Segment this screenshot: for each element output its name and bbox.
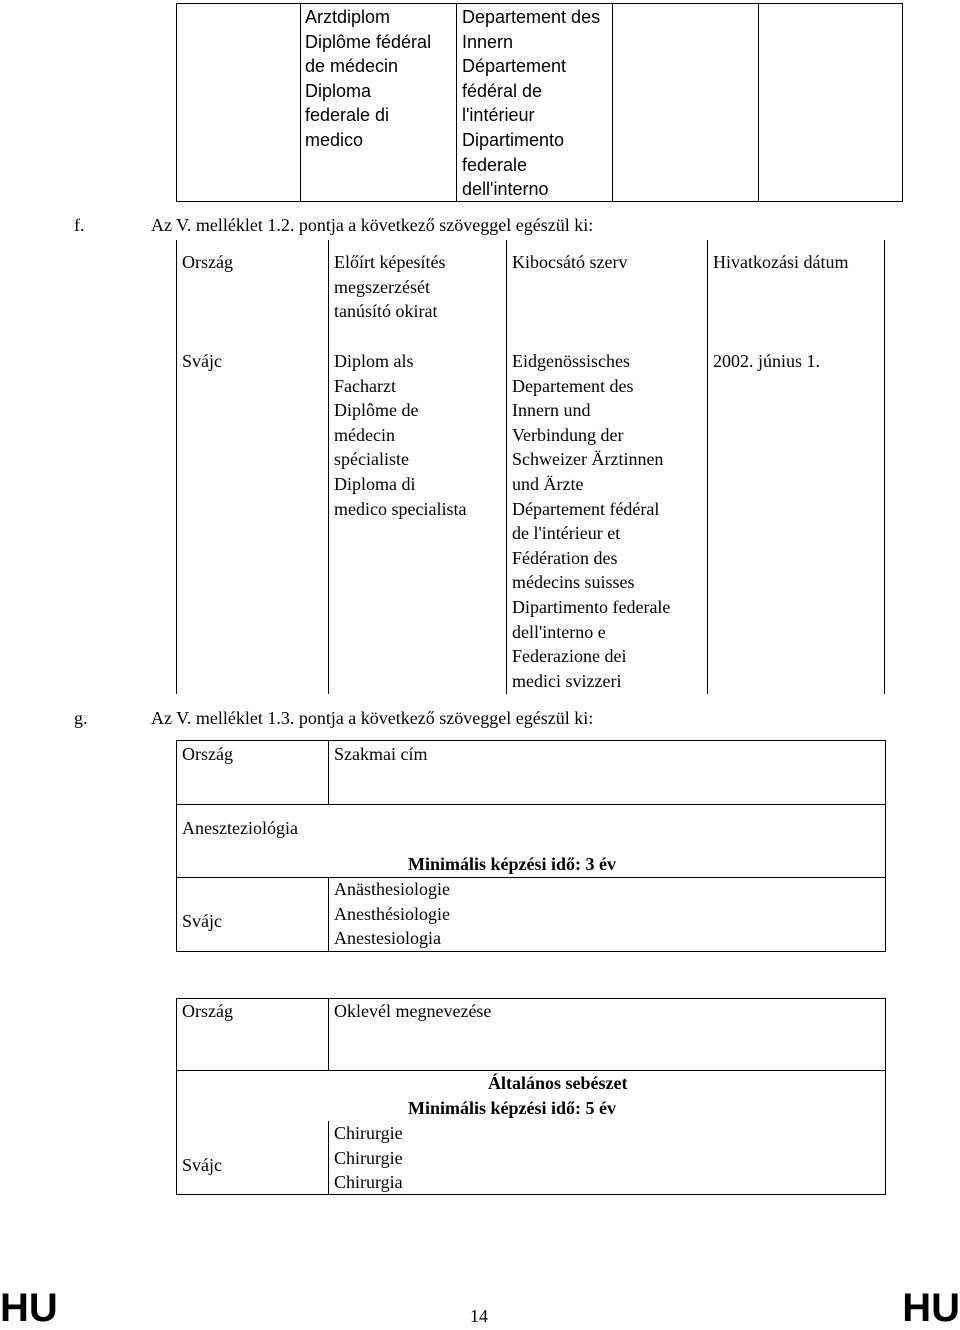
text-line: de médecin [305, 56, 399, 77]
text-line: l'intérieur [462, 105, 535, 126]
text-line: Schweizer Ärztinnen [512, 449, 664, 470]
header-title: Szakmai cím [334, 744, 428, 764]
header-title: Oklevél megnevezése [334, 1001, 492, 1021]
row-country: Svájc [182, 1155, 222, 1175]
text-line: Innern [462, 31, 514, 52]
text-line: Diploma di [334, 473, 416, 494]
header-authority: Kibocsátó szerv [512, 252, 628, 272]
section-g-text: Az V. melléklet 1.3. pontja a következő szöveggel egészül ki: [151, 708, 594, 728]
training-duration: Minimális képzési idő: 5 év [408, 1098, 616, 1118]
row-authority [512, 349, 670, 693]
text-line: Diplôme fédéral [305, 31, 432, 52]
text-line: Diplôme de [334, 400, 419, 421]
language-code-left: HU [0, 1286, 58, 1330]
text-line: und Ärzte [512, 473, 584, 494]
text-line: Diplom als [334, 351, 414, 371]
text-line: Innern und [512, 400, 591, 421]
text-line: Département [462, 56, 567, 77]
text-line: Departement des [462, 7, 601, 27]
text-line: Arztdiplom [305, 7, 391, 27]
text-line: Anestesiologia [334, 928, 441, 949]
text-line: medici svizzeri [512, 670, 622, 691]
text-line: medico specialista [334, 498, 467, 519]
language-code-right: HU [902, 1286, 960, 1330]
text-line: Anesthésiologie [334, 903, 450, 924]
text-line: Facharzt [334, 375, 396, 396]
header-country: Ország [182, 252, 233, 272]
text-line: Verbindung der [512, 424, 624, 445]
text-line: Eidgenössisches [512, 351, 630, 371]
text-line: Chirurgie [334, 1123, 403, 1143]
text-line: médecin [334, 424, 395, 445]
text-line: de l'intérieur et [512, 523, 621, 544]
text-line: federale di [305, 105, 390, 126]
section-g-letter: g. [74, 708, 88, 728]
text-line: Előírt képesítés [334, 252, 446, 272]
header-country: Ország [182, 1001, 233, 1021]
row-country: Svájc [182, 911, 222, 931]
text-line: Département fédéral [512, 498, 660, 519]
top-authority-cell [462, 5, 600, 202]
top-diploma-cell [305, 5, 431, 153]
specialty-name: Aneszteziológia [182, 818, 298, 838]
row-date: 2002. június 1. [713, 351, 821, 371]
row-country: Svájc [182, 351, 222, 371]
text-line: Chirurgie [334, 1147, 403, 1168]
text-line: Chirurgia [334, 1172, 403, 1193]
text-line: dell'interno e [512, 621, 606, 642]
header-diploma [334, 250, 445, 324]
section-f-text: Az V. melléklet 1.2. pontja a következő szöveggel egészül ki: [151, 215, 594, 235]
text-line: spécialiste [334, 449, 409, 470]
text-line: Departement des [512, 375, 634, 396]
text-line: Dipartimento federale [512, 596, 671, 617]
text-line: Fédération des [512, 547, 618, 568]
row-title [334, 1121, 403, 1195]
text-line: federale [462, 154, 528, 175]
text-line: Anästhesiologie [334, 879, 450, 899]
text-line: fédéral de [462, 80, 543, 101]
text-line: Federazione dei [512, 646, 627, 667]
text-line: megszerzését [334, 276, 430, 297]
text-line: dell'interno [462, 179, 549, 200]
header-date: Hivatkozási dátum [713, 252, 849, 272]
text-line: médecins suisses [512, 572, 635, 593]
text-line: tanúsító okirat [334, 301, 438, 322]
header-country: Ország [182, 744, 233, 764]
training-duration: Minimális képzési idő: 3 év [408, 854, 616, 874]
text-line: medico [305, 129, 364, 150]
row-title [334, 877, 450, 951]
row-diploma [334, 349, 466, 521]
text-line: Diploma [305, 80, 372, 101]
text-line: Dipartimento [462, 129, 565, 150]
specialty-name: Általános sebészet [488, 1073, 628, 1093]
page-number: 14 [470, 1306, 488, 1326]
section-f-letter: f. [74, 215, 85, 235]
